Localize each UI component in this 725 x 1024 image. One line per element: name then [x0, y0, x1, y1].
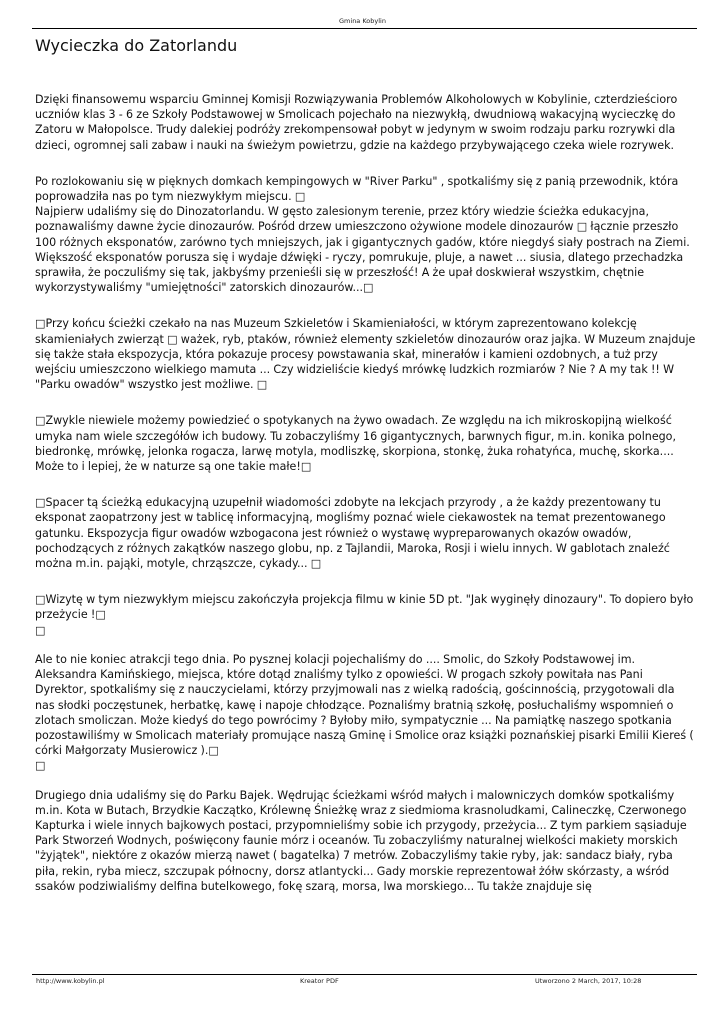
paragraph-river-park: Po rozlokowaniu się w pięknych domkach kempingowych w "River Parku" , spotkaliśmy się z panią przewodnik, która poprowadziła nas po tym niezwykłym miejscu. □ [35, 174, 679, 204]
paragraph-dinozatorland: Najpierw udaliśmy się do Dinozatorlandu. W gęsto zalesionym terenie, przez który wiedzie ścieżka edukacyjna, poznawaliśmy dawne życie dinozaurów. Pośród drzew umieszczono ożywione modele dinozaurów □ łącznie przeszło 100 różnych eksponatów, zarówno tych mniejszych, jak i gigantycznych gadów, które niegdyś siały postrach na Ziemi. Większość eksponatów porusza się i wydaje dźwięki - ryczy, pomrukuje, pluje, a nawet ... siusia, dlatego przechadzka sprawiła, że poczuliśmy się tak, jakbyśmy przenieśli się w przeszłość! A że upał doskwierał wszystkim, chętnie wykorzystywaliśmy "umiejętności" zatorskich dinozaurów...□ [35, 205, 690, 295]
paragraph-separator: □ [35, 623, 46, 637]
footer-created-date: Utworzono 2 March, 2017, 10:28 [535, 977, 642, 985]
footer-divider [32, 974, 697, 975]
paragraph-museum: □Przy końcu ścieżki czekało na nas Muzeum Szkieletów i Skamieniałości, w którym zaprezentowano kolekcję skamieniałych zwierząt □ ważek, ryb, ptaków, również elementy szkieletów dinozaurów oraz jajka. W Muzeum znajduje się także stała ekspozycja, która pokazuje procesy powstawania skał, minerałów i kamieni ozdobnych, a tuż przy wejściu umieszczono wielkiego mamuta ... Czy widzieliście kiedyś mrówkę ludzkich rozmiarów ? Nie ? A my tak !! W "Parku owadów" wszystko jest możliwe. □ [35, 317, 696, 392]
page-header: Gmina Kobylin [339, 17, 386, 25]
paragraph-intro: Dzięki finansowemu wsparciu Gminnej Komisji Rozwiązywania Problemów Alkoholowych w Kobylinie, czterdzieścioro uczniów klas 3 - 6 ze Szkoły Podstawowej w Smolicach pojechało na niezwykłą, dwudniową wakacyjną wycieczkę do Zatoru w Małopolsce. Trudy dalekiej podróży zrekompensował pobyt w jedynym w swoim rodzaju parku rozrywki dla dzieci, ogromnej sali zabaw i nauki na świeżym powietrzu, gdzie na każdego przybywającego czeka wiele rozrywek. [35, 93, 678, 152]
page-title: Wycieczka do Zatorlandu [35, 36, 238, 55]
paragraph-smolice: Ale to nie koniec atrakcji tego dnia. Po pysznej kolacji pojechaliśmy do .... Smolic, do Szkoły Podstawowej im. Aleksandra Kamińskiego, miejsca, które dotąd znaliśmy tylko z opowieści. W progach szkoły powitała nas Pani Dyrektor, spotkaliśmy się z nauczycielami, którzy przyjmowali nas z wielką radością, gościnnością, przygotowali dla nas słodki poczęstunek, herbatkę, kawę i napoje chłodzące. Poznaliśmy bratnią szkołę, posłuchaliśmy wspomnień o zlotach smoliczan. Może kiedyś do tego powrócimy ? Byłoby miło, sympatycznie ... Na pamiątkę naszego spotkania pozostawiliśmy w Smolicach materiały promujące naszą Gminę i Smolice oraz książki poznańskiej pisarki Emilii Kiereś ( córki Małgorzaty Musierowicz ).□ [35, 652, 694, 758]
footer-url[interactable]: http://www.kobylin.pl [36, 977, 105, 985]
paragraph-insects: □Zwykle niewiele możemy powiedzieć o spotykanych na żywo owadach. Ze względu na ich mikroskopijną wielkość umyka nam wiele szczegółów ich budowy. Tu zobaczyliśmy 16 gigantycznych, barwnych figur, m.in. konika polnego, biedronkę, mrówkę, jelonka rogacza, larwę motyla, modliszkę, skorpiona, stonkę, żuka rohatyńca, muchę, skorka.... Może to i lepiej, że w naturze są one takie małe!□ [35, 414, 676, 474]
paragraph-separator-2: □ [35, 759, 46, 773]
footer-creator: Kreator PDF [300, 977, 339, 985]
paragraph-cinema: □Wizytę w tym niezwykłym miejscu zakończyła projekcja filmu w kinie 5D pt. "Jak wyginęły dinozaury". To dopiero było przeżycie !□ [35, 593, 694, 622]
article-body [35, 92, 697, 915]
paragraph-fairy-park: Drugiego dnia udaliśmy się do Parku Bajek. Wędrując ścieżkami wśród małych i malowniczych domków spotkaliśmy m.in. Kota w Butach, Brzydkie Kaczątko, Królewnę Śnieżkę wraz z siedmioma krasnoludkami, Calineczkę, Czerwonego Kapturka i wiele innych bajkowych postaci, przypomnieliśmy sobie ich przygody, przeżycia... Z tym parkiem sąsiaduje Park Stworzeń Wodnych, poświęcony faunie mórz i oceanów. Tu zobaczyliśmy naturalnej wielkości makiety morskich "żyjątek", niektóre z okazów mierzą nawet ( bagatelka) 7 metrów. Zobaczyliśmy takie ryby, jak: sandacz biały, ryba piła, rekin, ryba miecz, szczupak północny, dorsz atlantycki... Gady morskie reprezentował żółw skórzasty, a wśród ssaków podziwialiśmy delfina butelkowego, fokę szarą, morsa, lwa morskiego... Tu także znajduje się [35, 788, 687, 893]
paragraph-educational-path: □Spacer tą ścieżką edukacyjną uzupełnił wiadomości zdobyte na lekcjach przyrody , a że każdy prezentowany tu eksponat zaopatrzony jest w tablicę informacyjną, mogliśmy poznać wiele ciekawostek na temat prezentowanego gatunku. Ekspozycja figur owadów wzbogacona jest również o wystawę wypreparowanych okazów owadów, pochodzących z różnych zakątków naszego globu, np. z Tajlandii, Maroka, Rosji i wielu innych. W gablotach znaleźć można m.in. pająki, motyle, chrząszcze, cykady... □ [35, 496, 670, 571]
